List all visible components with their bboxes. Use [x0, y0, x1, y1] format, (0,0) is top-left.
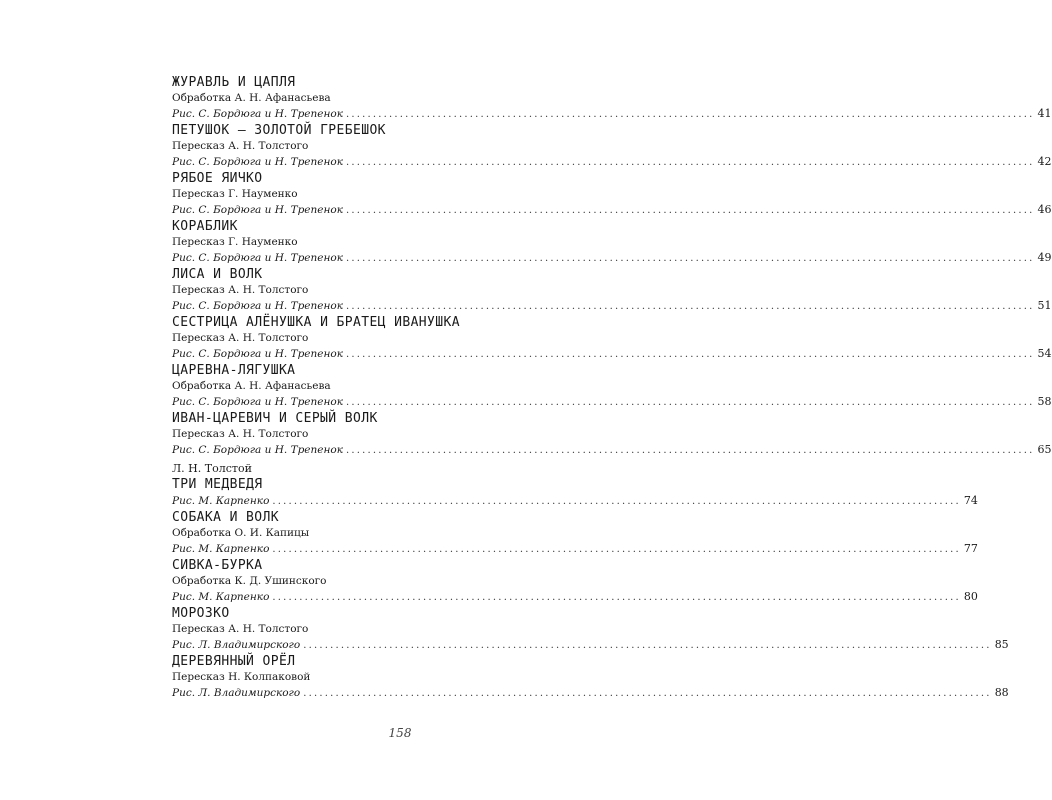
toc-entry-adaptation: Пересказ А. Н. Толстого [172, 140, 309, 152]
toc-entry-illustration-row [172, 298, 1052, 314]
toc-entry-illustration-row [172, 541, 978, 557]
toc-entry [172, 509, 978, 557]
toc-entry-adaptation: Обработка О. И. Капицы [172, 527, 310, 539]
toc-entry-illustrator: Рис. М. Карпенко [172, 591, 270, 603]
toc-entry-illustration-row [172, 250, 1052, 266]
toc-entry [172, 122, 1052, 170]
toc-entry-illustrator: Рис. Л. Владимирского [172, 639, 301, 651]
toc-entry-adaptation: Обработка А. Н. Афанасьева [172, 380, 331, 392]
dot-leader: ................................................................................................................................ [303, 688, 992, 699]
dot-leader: ................................................................................................................................ [346, 157, 1035, 168]
toc-entry-adaptation: Обработка А. Н. Афанасьева [172, 92, 331, 104]
toc-entry-page-number: 65 [1037, 443, 1052, 456]
toc-entry [172, 314, 1052, 362]
toc-entry-illustration-row [172, 442, 1052, 458]
toc-entry-page-number: 54 [1037, 347, 1052, 360]
toc-entry-illustration-row [172, 589, 978, 605]
toc-entry-adaptation: Пересказ Н. Колпаковой [172, 671, 311, 683]
toc-entry-adaptation: Пересказ Г. Науменко [172, 188, 298, 200]
toc-entry-illustrator: Рис. С. Бордюга и Н. Трепенок [172, 444, 344, 456]
toc-entry-adaptation: Пересказ А. Н. Толстого [172, 332, 309, 344]
toc-entry-illustration-row [172, 685, 1009, 701]
toc-entry-title: ЖУРАВЛЬ И ЦАПЛЯ [172, 75, 296, 90]
toc-entry [172, 170, 1052, 218]
dot-leader: ................................................................................................................................ [346, 397, 1035, 408]
dot-leader: ................................................................................................................................ [346, 205, 1035, 216]
toc-entry [172, 266, 1052, 314]
toc-entry-page-number: 49 [1037, 251, 1052, 264]
toc-entry [172, 218, 1052, 266]
toc-entry-title: СЕСТРИЦА АЛЁНУШКА И БРАТЕЦ ИВАНУШКА [172, 315, 460, 330]
toc-entry-page-number: 74 [963, 494, 978, 507]
toc-entry-page-number: 58 [1037, 395, 1052, 408]
toc-entry-title: СОБАКА И ВОЛК [172, 510, 279, 525]
toc-entry-adaptation: Пересказ А. Н. Толстого [172, 623, 309, 635]
dot-leader: ................................................................................................................................ [346, 301, 1035, 312]
dot-leader: ................................................................................................................................ [346, 445, 1035, 456]
toc-entry-illustrator: Рис. С. Бордюга и Н. Трепенок [172, 204, 344, 216]
dot-leader: ................................................................................................................................ [346, 109, 1035, 120]
toc-entry-illustrator: Рис. С. Бордюга и Н. Трепенок [172, 156, 344, 168]
toc-entry-page-number: 42 [1037, 155, 1052, 168]
toc-entry-page-number: 80 [963, 590, 978, 603]
toc-entry-title: СИВКА-БУРКА [172, 558, 263, 573]
toc-entry-page-number: 85 [994, 638, 1009, 651]
toc-entry-adaptation: Пересказ А. Н. Толстого [172, 428, 309, 440]
toc-entry-adaptation: Пересказ Г. Науменко [172, 236, 298, 248]
toc-entry-illustrator: Рис. С. Бордюга и Н. Трепенок [172, 252, 344, 264]
toc-entry-page-number: 46 [1037, 203, 1052, 216]
toc-entry [172, 605, 1009, 653]
toc-entry-illustrator: Рис. Л. Владимирского [172, 687, 301, 699]
table-of-contents [172, 74, 1052, 701]
page-number-footer: 158 [388, 726, 412, 740]
dot-leader: ................................................................................................................................ [346, 253, 1035, 264]
toc-entry-illustration-row [172, 394, 1052, 410]
toc-entry [172, 653, 1009, 701]
toc-entry-illustrator: Рис. М. Карпенко [172, 543, 270, 555]
toc-entry-illustration-row [172, 154, 1052, 170]
toc-entry-title: ТРИ МЕДВЕДЯ [172, 477, 263, 492]
toc-entry-title: ДЕРЕВЯННЫЙ ОРЁЛ [172, 654, 296, 669]
toc-entry-adaptation: Пересказ А. Н. Толстого [172, 284, 309, 296]
toc-entry [172, 410, 1052, 458]
toc-entry-page-number: 51 [1037, 299, 1052, 312]
toc-entry-illustration-row [172, 493, 978, 509]
toc-entry-author: Л. Н. Толстой [172, 462, 252, 475]
dot-leader: ................................................................................................................................ [303, 640, 992, 651]
toc-entry-illustration-row [172, 202, 1052, 218]
toc-entry [172, 557, 978, 605]
toc-entry-title: ЦАРЕВНА-ЛЯГУШКА [172, 363, 296, 378]
dot-leader: ................................................................................................................................ [272, 496, 961, 507]
toc-entry-page-number: 77 [963, 542, 978, 555]
toc-entry-title: МОРОЗКО [172, 606, 230, 621]
toc-entry-title: ЛИСА И ВОЛК [172, 267, 263, 282]
toc-entry-illustration-row [172, 637, 1009, 653]
toc-entry-illustrator: Рис. С. Бордюга и Н. Трепенок [172, 396, 344, 408]
dot-leader: ................................................................................................................................ [346, 349, 1035, 360]
toc-entry [172, 74, 1052, 122]
toc-entry-illustrator: Рис. С. Бордюга и Н. Трепенок [172, 300, 344, 312]
toc-entry-title: ПЕТУШОК — ЗОЛОТОЙ ГРЕБЕШОК [172, 123, 386, 138]
toc-entry-title: РЯБОЕ ЯИЧКО [172, 171, 263, 186]
toc-entry-illustrator: Рис. М. Карпенко [172, 495, 270, 507]
toc-entry-page-number: 41 [1037, 107, 1052, 120]
toc-entry-illustrator: Рис. С. Бордюга и Н. Трепенок [172, 108, 344, 120]
toc-entry-illustration-row [172, 106, 1052, 122]
dot-leader: ................................................................................................................................ [272, 544, 961, 555]
toc-entry-illustration-row [172, 346, 1052, 362]
toc-entry [172, 461, 978, 509]
toc-entry-adaptation: Обработка К. Д. Ушинского [172, 575, 327, 587]
toc-entry-page-number: 88 [994, 686, 1009, 699]
toc-entry-illustrator: Рис. С. Бордюга и Н. Трепенок [172, 348, 344, 360]
toc-entry-title: КОРАБЛИК [172, 219, 238, 234]
toc-entry-title: ИВАН-ЦАРЕВИЧ И СЕРЫЙ ВОЛК [172, 411, 378, 426]
toc-entry [172, 362, 1052, 410]
dot-leader: ................................................................................................................................ [272, 592, 961, 603]
